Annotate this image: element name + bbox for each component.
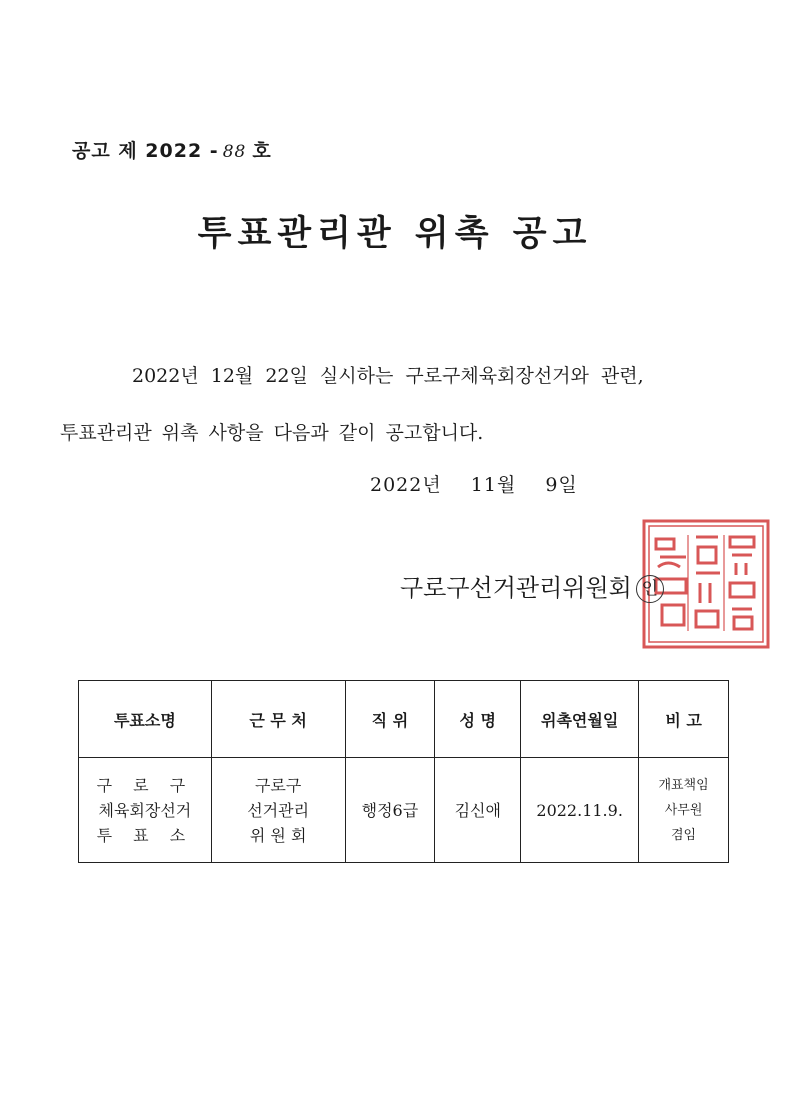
cell-position: 행정6급 xyxy=(345,758,435,863)
notice-number-suffix: 호 xyxy=(252,140,272,162)
cell-appointment-date: 2022.11.9. xyxy=(521,758,639,863)
header-position: 직 위 xyxy=(345,681,435,758)
header-name: 성 명 xyxy=(435,681,521,758)
workplace-line-2: 선거관리 xyxy=(247,800,310,820)
committee-name: 구로구선거관리위원회 xyxy=(400,574,632,602)
issue-date xyxy=(370,470,600,497)
document-title: 투표관리관 위촉 공고 xyxy=(197,214,593,254)
remarks-line-1: 개표책임 xyxy=(658,777,709,793)
appointment-table xyxy=(78,680,729,863)
cell-remarks xyxy=(639,758,729,863)
polling-station-line-2: 체육회장선거 xyxy=(98,800,192,820)
body-line-2: 투표관리관 위촉 사항을 다음과 같이 공고합니다. xyxy=(60,422,484,444)
notice-number-handwritten: 88 xyxy=(222,142,247,162)
workplace-line-3: 위 원 회 xyxy=(249,825,307,845)
notice-number xyxy=(72,136,272,163)
workplace-line-1: 구로구 xyxy=(254,775,302,795)
issue-date-month: 11월 xyxy=(470,474,517,496)
header-polling-station: 투표소명 xyxy=(79,681,212,758)
polling-station-line-1: 구 로 구 xyxy=(96,775,194,795)
remarks-line-3: 겸임 xyxy=(671,827,697,843)
cell-workplace xyxy=(211,758,345,863)
header-remarks: 비 고 xyxy=(639,681,729,758)
table-row xyxy=(79,758,729,863)
notice-number-prefix: 공고 제 2022 - xyxy=(72,140,219,162)
polling-station-line-3: 투 표 소 xyxy=(96,825,194,845)
issue-date-day: 9일 xyxy=(545,474,578,496)
header-appointment-date: 위촉연월일 xyxy=(521,681,639,758)
committee-signature xyxy=(400,568,664,603)
header-workplace: 근 무 처 xyxy=(211,681,345,758)
table-header-row xyxy=(79,681,729,758)
body-paragraph xyxy=(60,348,720,462)
cell-name: 김신애 xyxy=(435,758,521,863)
cell-polling-station xyxy=(79,758,212,863)
seal-mark: 인 xyxy=(636,575,664,603)
remarks-line-2: 사무원 xyxy=(664,802,703,818)
issue-date-year: 2022년 xyxy=(370,474,442,496)
body-line-1: 2022년 12월 22일 실시하는 구로구체육회장선거와 관련, xyxy=(132,365,644,387)
